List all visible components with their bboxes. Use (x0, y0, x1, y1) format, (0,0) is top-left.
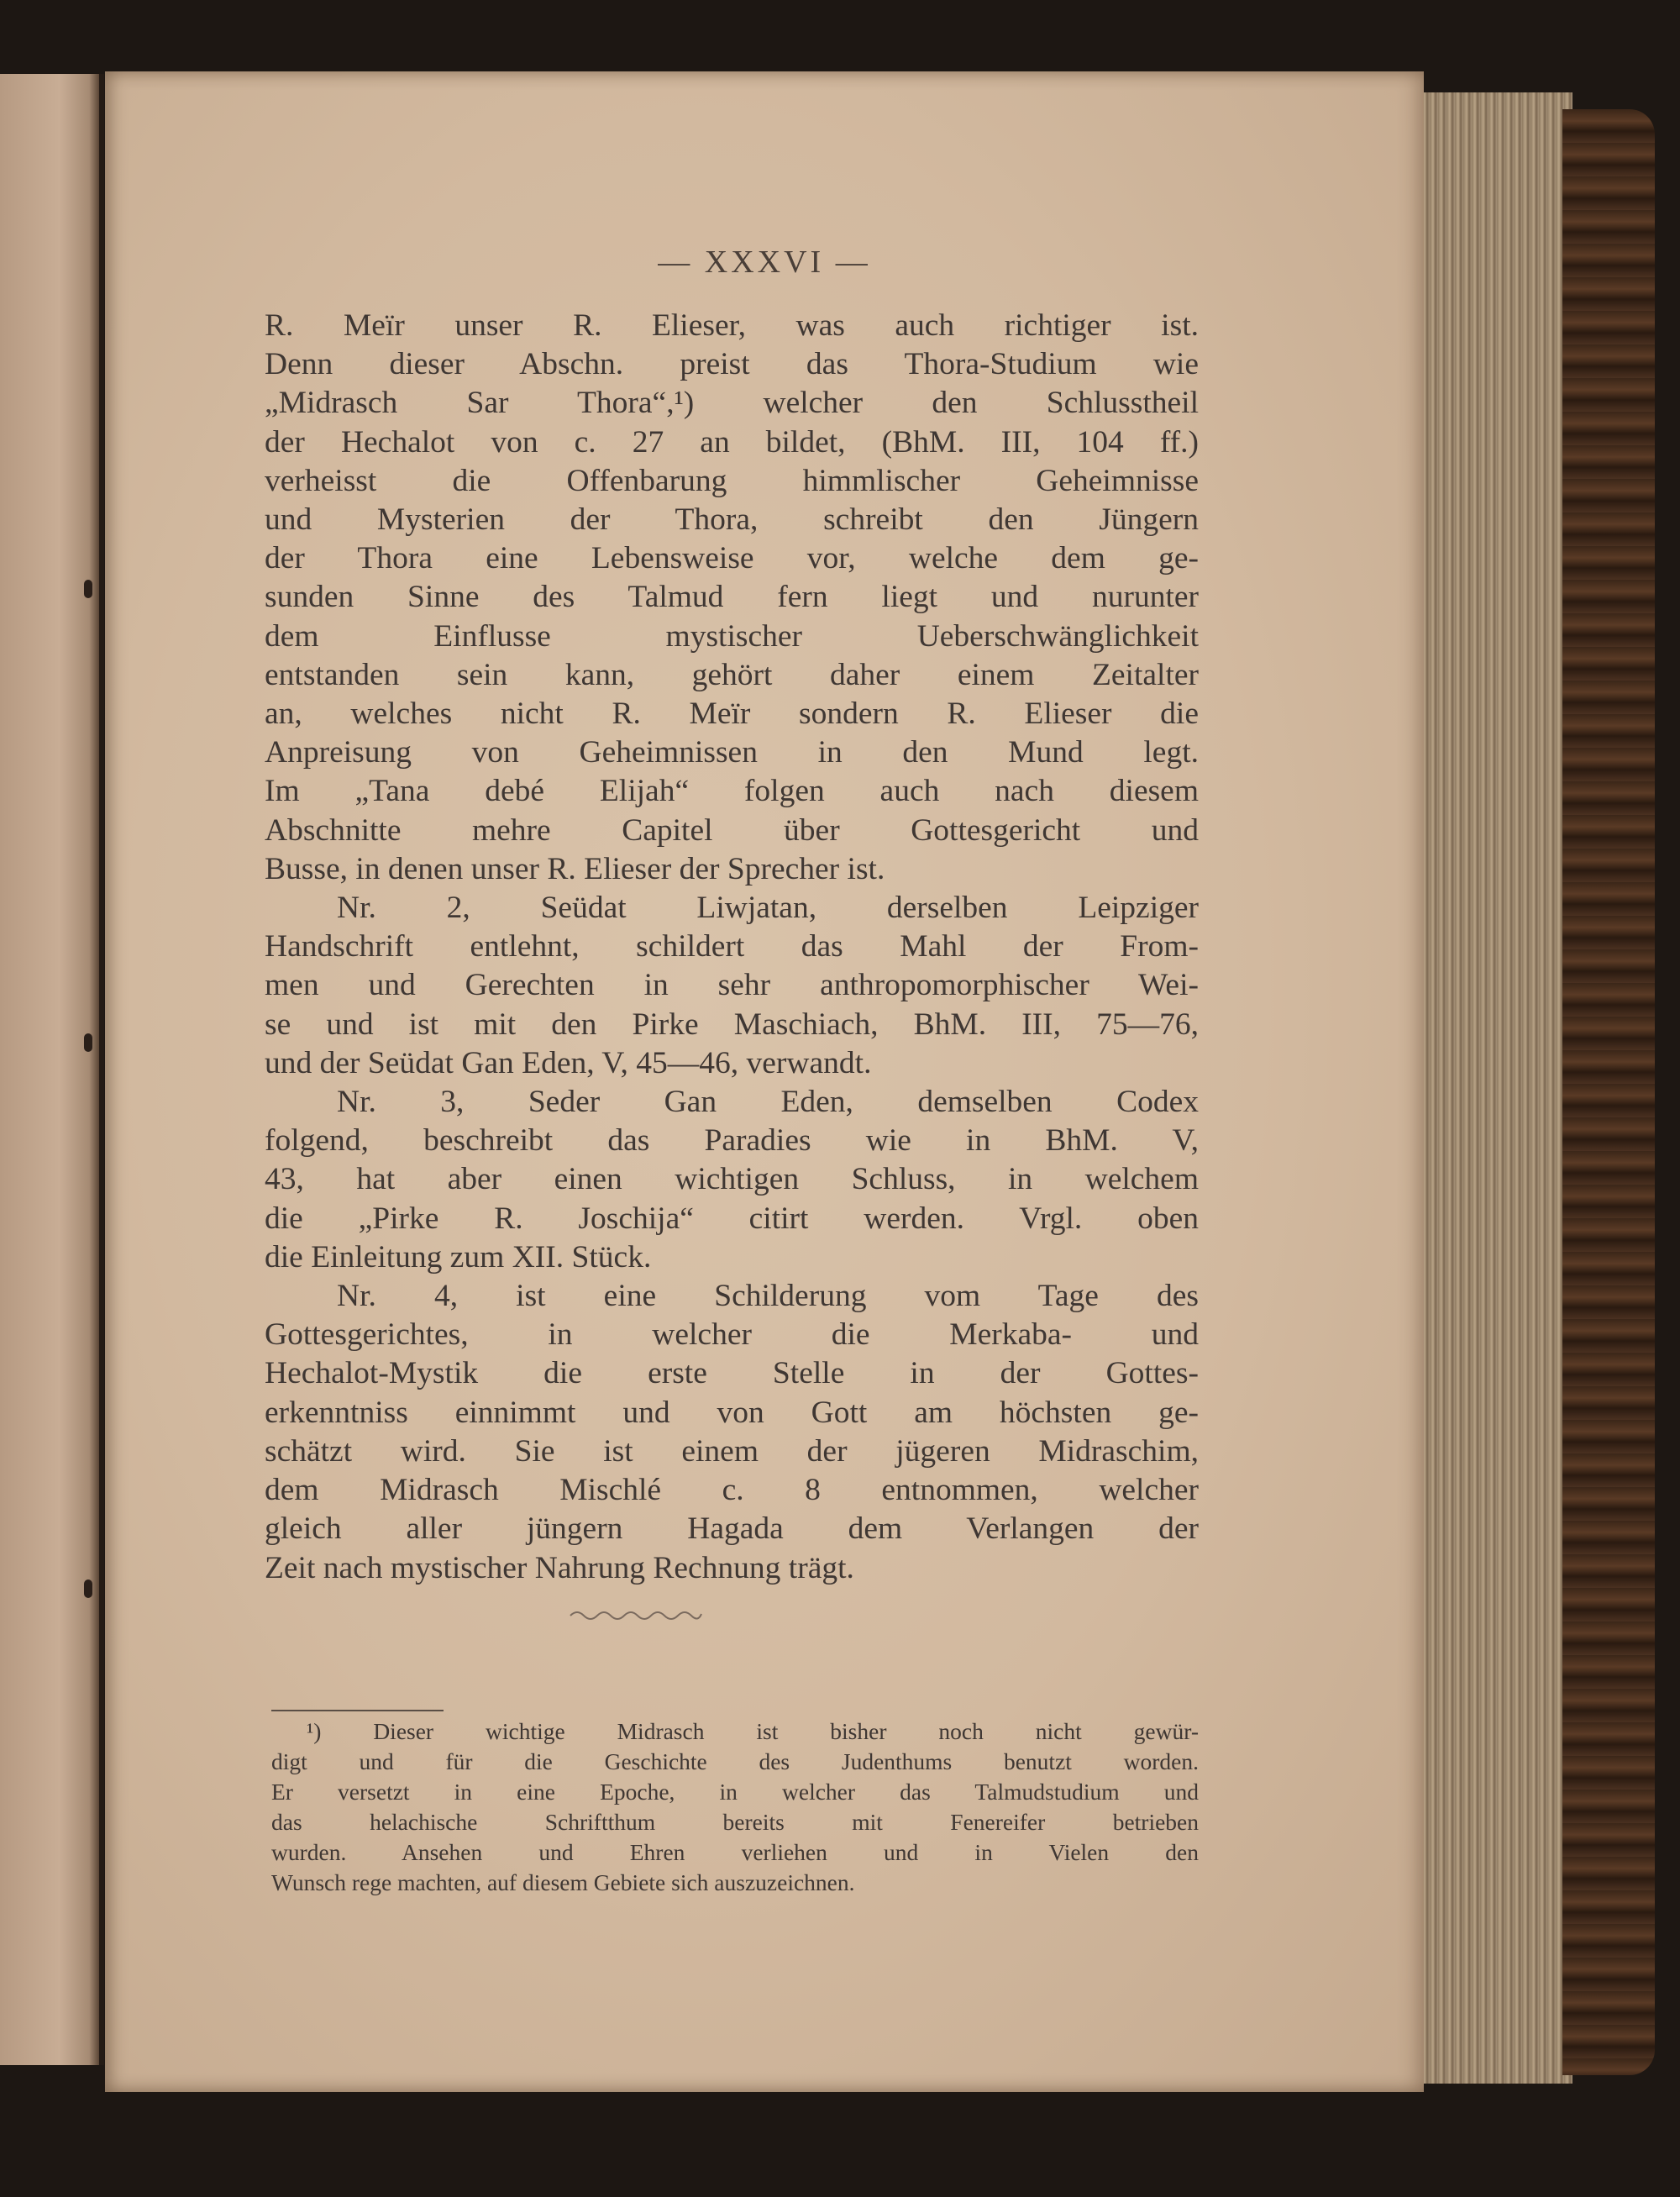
binding-stitch (84, 1579, 92, 1598)
text-line: 43, hat aber einen wichtigen Schluss, in welchem (265, 1162, 1199, 1197)
text-line: Denn dieser Abschn. preist das Thora-Studium wie (265, 347, 1199, 382)
text-line: der Thora eine Lebensweise vor, welche dem ge- (265, 541, 1199, 576)
footnote-line: Er versetzt in eine Epoche, in welcher das Talmudstudium und (271, 1779, 1199, 1805)
text-line: verheisst die Offenbarung himmlischer Geheimnisse (265, 463, 1199, 498)
text-line: und Mysterien der Thora, schreibt den Jüngern (265, 502, 1199, 538)
text-line: Gottesgerichtes, in welcher die Merkaba- und (265, 1317, 1199, 1353)
footnote-rule (271, 1710, 444, 1711)
text-line: R. Meïr unser R. Elieser, was auch richtiger ist. (265, 308, 1199, 343)
text-line: entstanden sein kann, gehört daher einem Zeitalter (265, 657, 1199, 692)
text-line: men und Gerechten in sehr anthropomorphischer Wei- (265, 968, 1199, 1003)
text-line: folgend, beschreibt das Paradies wie in BhM. V, (265, 1123, 1199, 1159)
previous-page-edge (0, 74, 104, 2065)
text-line: die „Pirke R. Joschija“ citirt werden. Vrgl. oben (265, 1201, 1199, 1236)
text-line: sunden Sinne des Talmud fern liegt und nurunter (265, 580, 1199, 615)
book-cover-edge (1562, 109, 1655, 2075)
text-line: der Hechalot von c. 27 an bildet, (BhM. III, 104 ff.) (265, 424, 1199, 460)
text-line: Hechalot-Mystik die erste Stelle in der Gottes- (265, 1356, 1199, 1391)
page-header: — XXXVI — (658, 244, 871, 280)
text-line: Handschrift entlehnt, schildert das Mahl der From- (265, 929, 1199, 964)
text-line: Nr. 3, Seder Gan Eden, demselben Codex (337, 1085, 1199, 1120)
text-line: schätzt wird. Sie ist einem der jügeren Midraschim, (265, 1433, 1199, 1469)
text-line: „Midrasch Sar Thora“,¹) welcher den Schlusstheil (265, 386, 1199, 421)
text-line: an, welches nicht R. Meïr sondern R. Elieser die (265, 696, 1199, 732)
footnote-line: wurden. Ansehen und Ehren verliehen und in Vielen den (271, 1839, 1199, 1865)
text-line: dem Einflusse mystischer Ueberschwänglichkeit (265, 618, 1199, 654)
binding-stitch (84, 1033, 92, 1052)
text-line: erkenntniss einnimmt und von Gott am höchsten ge- (265, 1395, 1199, 1430)
text-line: Nr. 2, Seüdat Liwjatan, derselben Leipziger (337, 891, 1199, 926)
text-line: se und ist mit den Pirke Maschiach, BhM. III, 75—76, (265, 1007, 1199, 1042)
text-line: dem Midrasch Mischlé c. 8 entnommen, welcher (265, 1473, 1199, 1508)
footnote-line: das helachische Schriftthum bereits mit Fenereifer betrieben (271, 1809, 1199, 1835)
footnote (271, 1716, 1199, 1898)
book-page (105, 71, 1424, 2092)
footnote-line: digt und für die Geschichte des Judenthums benutzt worden. (271, 1748, 1199, 1774)
section-ornament (569, 1606, 703, 1622)
binding-stitch (84, 580, 92, 598)
text-line: Busse, in denen unser R. Elieser der Sprecher ist. (265, 851, 885, 886)
text-line: die Einleitung zum XII. Stück. (265, 1239, 652, 1275)
text-line: Im „Tana debé Elijah“ folgen auch nach diesem (265, 774, 1199, 809)
text-line: gleich aller jüngern Hagada dem Verlangen der (265, 1511, 1199, 1547)
text-line: Zeit nach mystischer Nahrung Rechnung trägt. (265, 1550, 854, 1585)
footnote-line: Wunsch rege machten, auf diesem Gebiete sich auszuzeichnen. (271, 1869, 855, 1895)
text-line: Nr. 4, ist eine Schilderung vom Tage des (337, 1279, 1199, 1314)
text-line: Abschnitte mehre Capitel über Gottesgericht und (265, 812, 1199, 848)
footnote-line: ¹) Dieser wichtige Midrasch ist bisher noch nicht gewür- (307, 1718, 1199, 1744)
body-text (265, 307, 1199, 1588)
text-line: Anpreisung von Geheimnissen in den Mund legt. (265, 735, 1199, 770)
text-line: und der Seüdat Gan Eden, V, 45—46, verwandt. (265, 1045, 872, 1080)
